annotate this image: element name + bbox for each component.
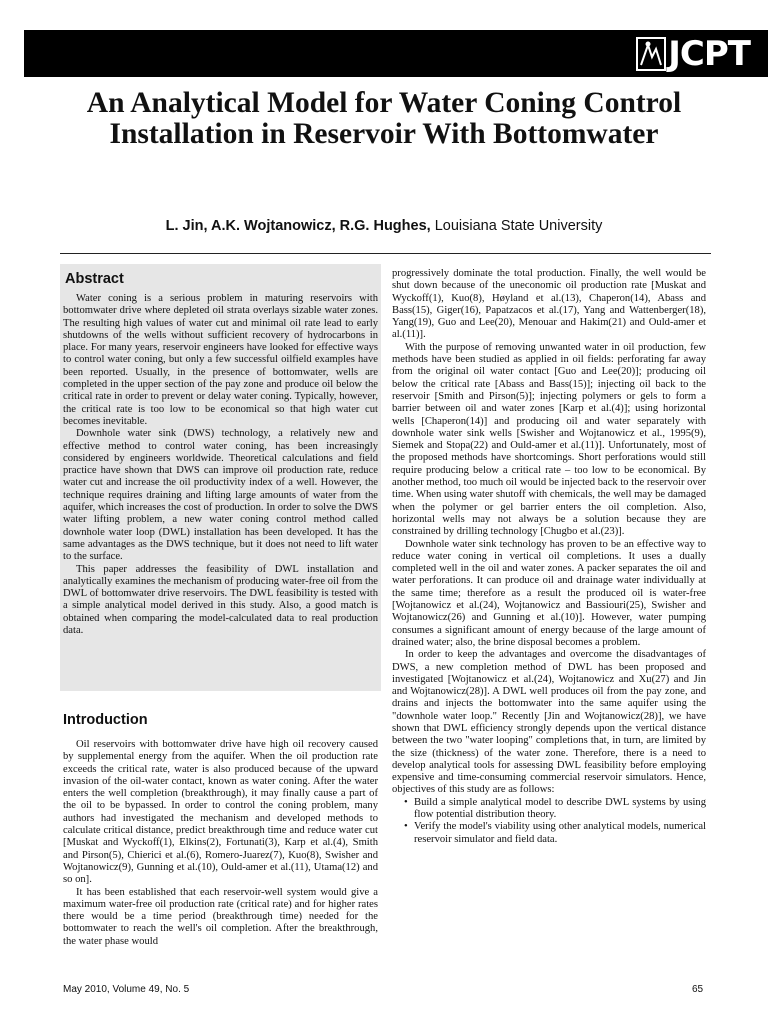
paper-title: An Analytical Model for Water Coning Control Installation in Reservoir With Bottomwater bbox=[86, 87, 682, 150]
abstract-paragraph: Water coning is a serious problem in maturing reservoirs with bottomwater drive where depleted oil strata overlays sizable water zones. The resulting high values of water cut and minimal oil rate lead to early shutdowns of the wells without sufficient recovery of hydrocarbons in place. For many years, reservoir engineers have looked for effective ways to control water coning, but only a few successful oilfield examples have been reported. Usually, in the presence of bottomwater, wells are completed in the upper section of the pay zone and produce oil below the critical rate in order to prevent or delay water coning. Typically, however, the critical rate is too low to be economical so that high water cut becomes inevitable. bbox=[63, 293, 378, 427]
objective-item: • Build a simple analytical model to describe DWL systems by using flow potential distribution theory. bbox=[392, 797, 706, 822]
intro-paragraph: With the purpose of removing unwanted water in oil production, few methods have been studied as applied in oil fields: perforating far away from the original oil water contact [Guo and Lee(20)]; producing oil below the critical rate [Abass and Bass(15)]; injecting oil back to the reservoir [Smith and Pirson(5)]; injecting polymers or gels to form a barrier between oil and water zones [Karp et al.(4)]; using horizontal wells [Chaperon(14)] and producing oil and water separately with downhole water sink wells [Swisher and Wojtanowicz et al., 1995(9), Siemek and Stopa(22) and Ould-amer et al.(11)]. Unfortunately, most of the proposed methods have shortcomings. Short perforations would still require producing below a critical rate – too low to be economical. By another method, too much oil would be injected back to the reservoir over time. When using water shutoff with chemicals, the well may be damaged when the polymer or gel barrier enters the oil completion. Also, horizontal wells may not always be a solution because they are constrained by drilling technology [Chugbo et al.(23)]. bbox=[392, 341, 706, 538]
author-line bbox=[0, 218, 768, 234]
intro-paragraph: progressively dominate the total production. Finally, the well would be shut down because of the uneconomic oil production rate [Muskat and Wyckoff(1), Kuo(8), Høyland et al.(13), Chaperon(14), Abass and Bass(15), Giger(16), Papatzacos et al.(17), Yang and Wattenberger(18), Yang(19), Guo and Lee(20), Menouar and Hakim(21) and Ould-amer et al.(11)]. bbox=[392, 268, 706, 341]
logo-text: JCPT bbox=[668, 33, 750, 74]
journal-header-bar bbox=[24, 30, 768, 77]
page-number: 65 bbox=[692, 984, 704, 995]
intro-paragraph: Downhole water sink technology has proven to be an effective way to reduce water coning in vertical oil completions. It uses a dually completed well in the oil and water zones. A packer separates the oil and water perforations. It can produce oil and drainage water individually at the same time; therefore as a result the produced oil is water-free [Wojtanowicz et al.(24), Wojtanowicz and Bassiouri(25), Swisher and Wojtanowicz(26) and Gunning et al.(10)]. However, water pumping consumes a significant amount of energy because of the large amount of drained water; also, the brine disposal becomes a problem. bbox=[392, 538, 706, 648]
author-names: L. Jin, A.K. Wojtanowicz, R.G. Hughes, bbox=[165, 218, 431, 234]
introduction-left-column bbox=[63, 739, 378, 948]
objective-item: • Verify the model's viability using other analytical models, numerical reservoir simulator and field data. bbox=[392, 821, 706, 846]
abstract-heading: Abstract bbox=[65, 271, 124, 287]
intro-paragraph: It has been established that each reservoir-well system would give a maximum water-free oil production rate (critical rate) and for higher rates there would be a time period (breakthrough time) needed for the bottomwater to reach the well's oil completion. After the breakthrough, the water phase would bbox=[63, 886, 378, 947]
footer-issue: May 2010, Volume 49, No. 5 bbox=[63, 984, 190, 995]
abstract-body bbox=[63, 293, 378, 637]
introduction-right-column bbox=[392, 268, 706, 846]
title-divider bbox=[60, 253, 711, 254]
author-affiliation: Louisiana State University bbox=[430, 218, 603, 234]
abstract-paragraph: This paper addresses the feasibility of DWL installation and analytically examines the mechanism of producing water-free oil from the DWL of bottomwater drive reservoirs. The DWL feasibility is tested with a simple analytical model derived in this study. Also, a good match is obtained when comparing the model-calculated data to real production data. bbox=[63, 563, 378, 637]
introduction-heading: Introduction bbox=[63, 712, 148, 728]
abstract-paragraph: Downhole water sink (DWS) technology, a relatively new and effective method to control water coning, has been increasingly considered by engineers worldwide. Theoretical calculations and field practice have shown that DWS can improve oil production rate, reduce water cut and increase the oil productivity index of a well. However, the technique requires draining and lifting large amounts of water from the aquifer, which increases the cost of production. In order to solve the DWS water lifting problem, a new water coning control method called downhole water loop (DWL) installation has been developed. It has the same advantages as the DWS technique, but it does not need to lift water to the surface. bbox=[63, 428, 378, 563]
intro-paragraph: Oil reservoirs with bottomwater drive have high oil recovery caused by supplemental energy from the aquifer. When the oil production rate exceeds the critical rate, water is also produced because of the upward invasion of the oil-water contact, known as water coning. After the water enters the well completion (breakthrough), it may finally cause a part of the oil to be bypassed. In order to control the coning problem, many authors had investigated the mechanism and developed methods to calculate critical distance, predict breakthrough time and reduce water cut [Muskat and Wyckoff(1), Elkins(2), Fortunati(3), Karp et al.(4), Smith and Pirson(5), Chierici et al.(6), Romero-Juarez(7), Kuo(8), Swisher and Wojtanowicz(9), Gunning et al.(10), Ould-amer et al.(11), Utama(12) and so on]. bbox=[63, 739, 378, 886]
intro-paragraph: In order to keep the advantages and overcome the disadvantages of DWS, a new completion method of DWL has been proposed and investigated [Wojtanowicz et al.(24), Wojtanowicz and Xu(27) and Jin and Wojtanowicz(28)]. A DWL well produces oil from the pay zone, and drains and injects the bottomwater into the same aquifer using the "downhole water loop." Recently [Jin and Wojtanowicz(28)], we have shown that DWL efficiency strongly depends upon the vertical distance between the two "water looping" completions that, in turn, are limited by the size (thickness) of the water zone. Therefore, there is a need to develop analytical tools for assessing DWL feasibility before employing expensive and time-consuming commercial reservoir simulators. Hence, objectives of this study are as follows: bbox=[392, 649, 706, 796]
objectives-list bbox=[392, 797, 706, 846]
journal-logo bbox=[636, 32, 750, 75]
logo-figure-icon bbox=[636, 37, 666, 71]
